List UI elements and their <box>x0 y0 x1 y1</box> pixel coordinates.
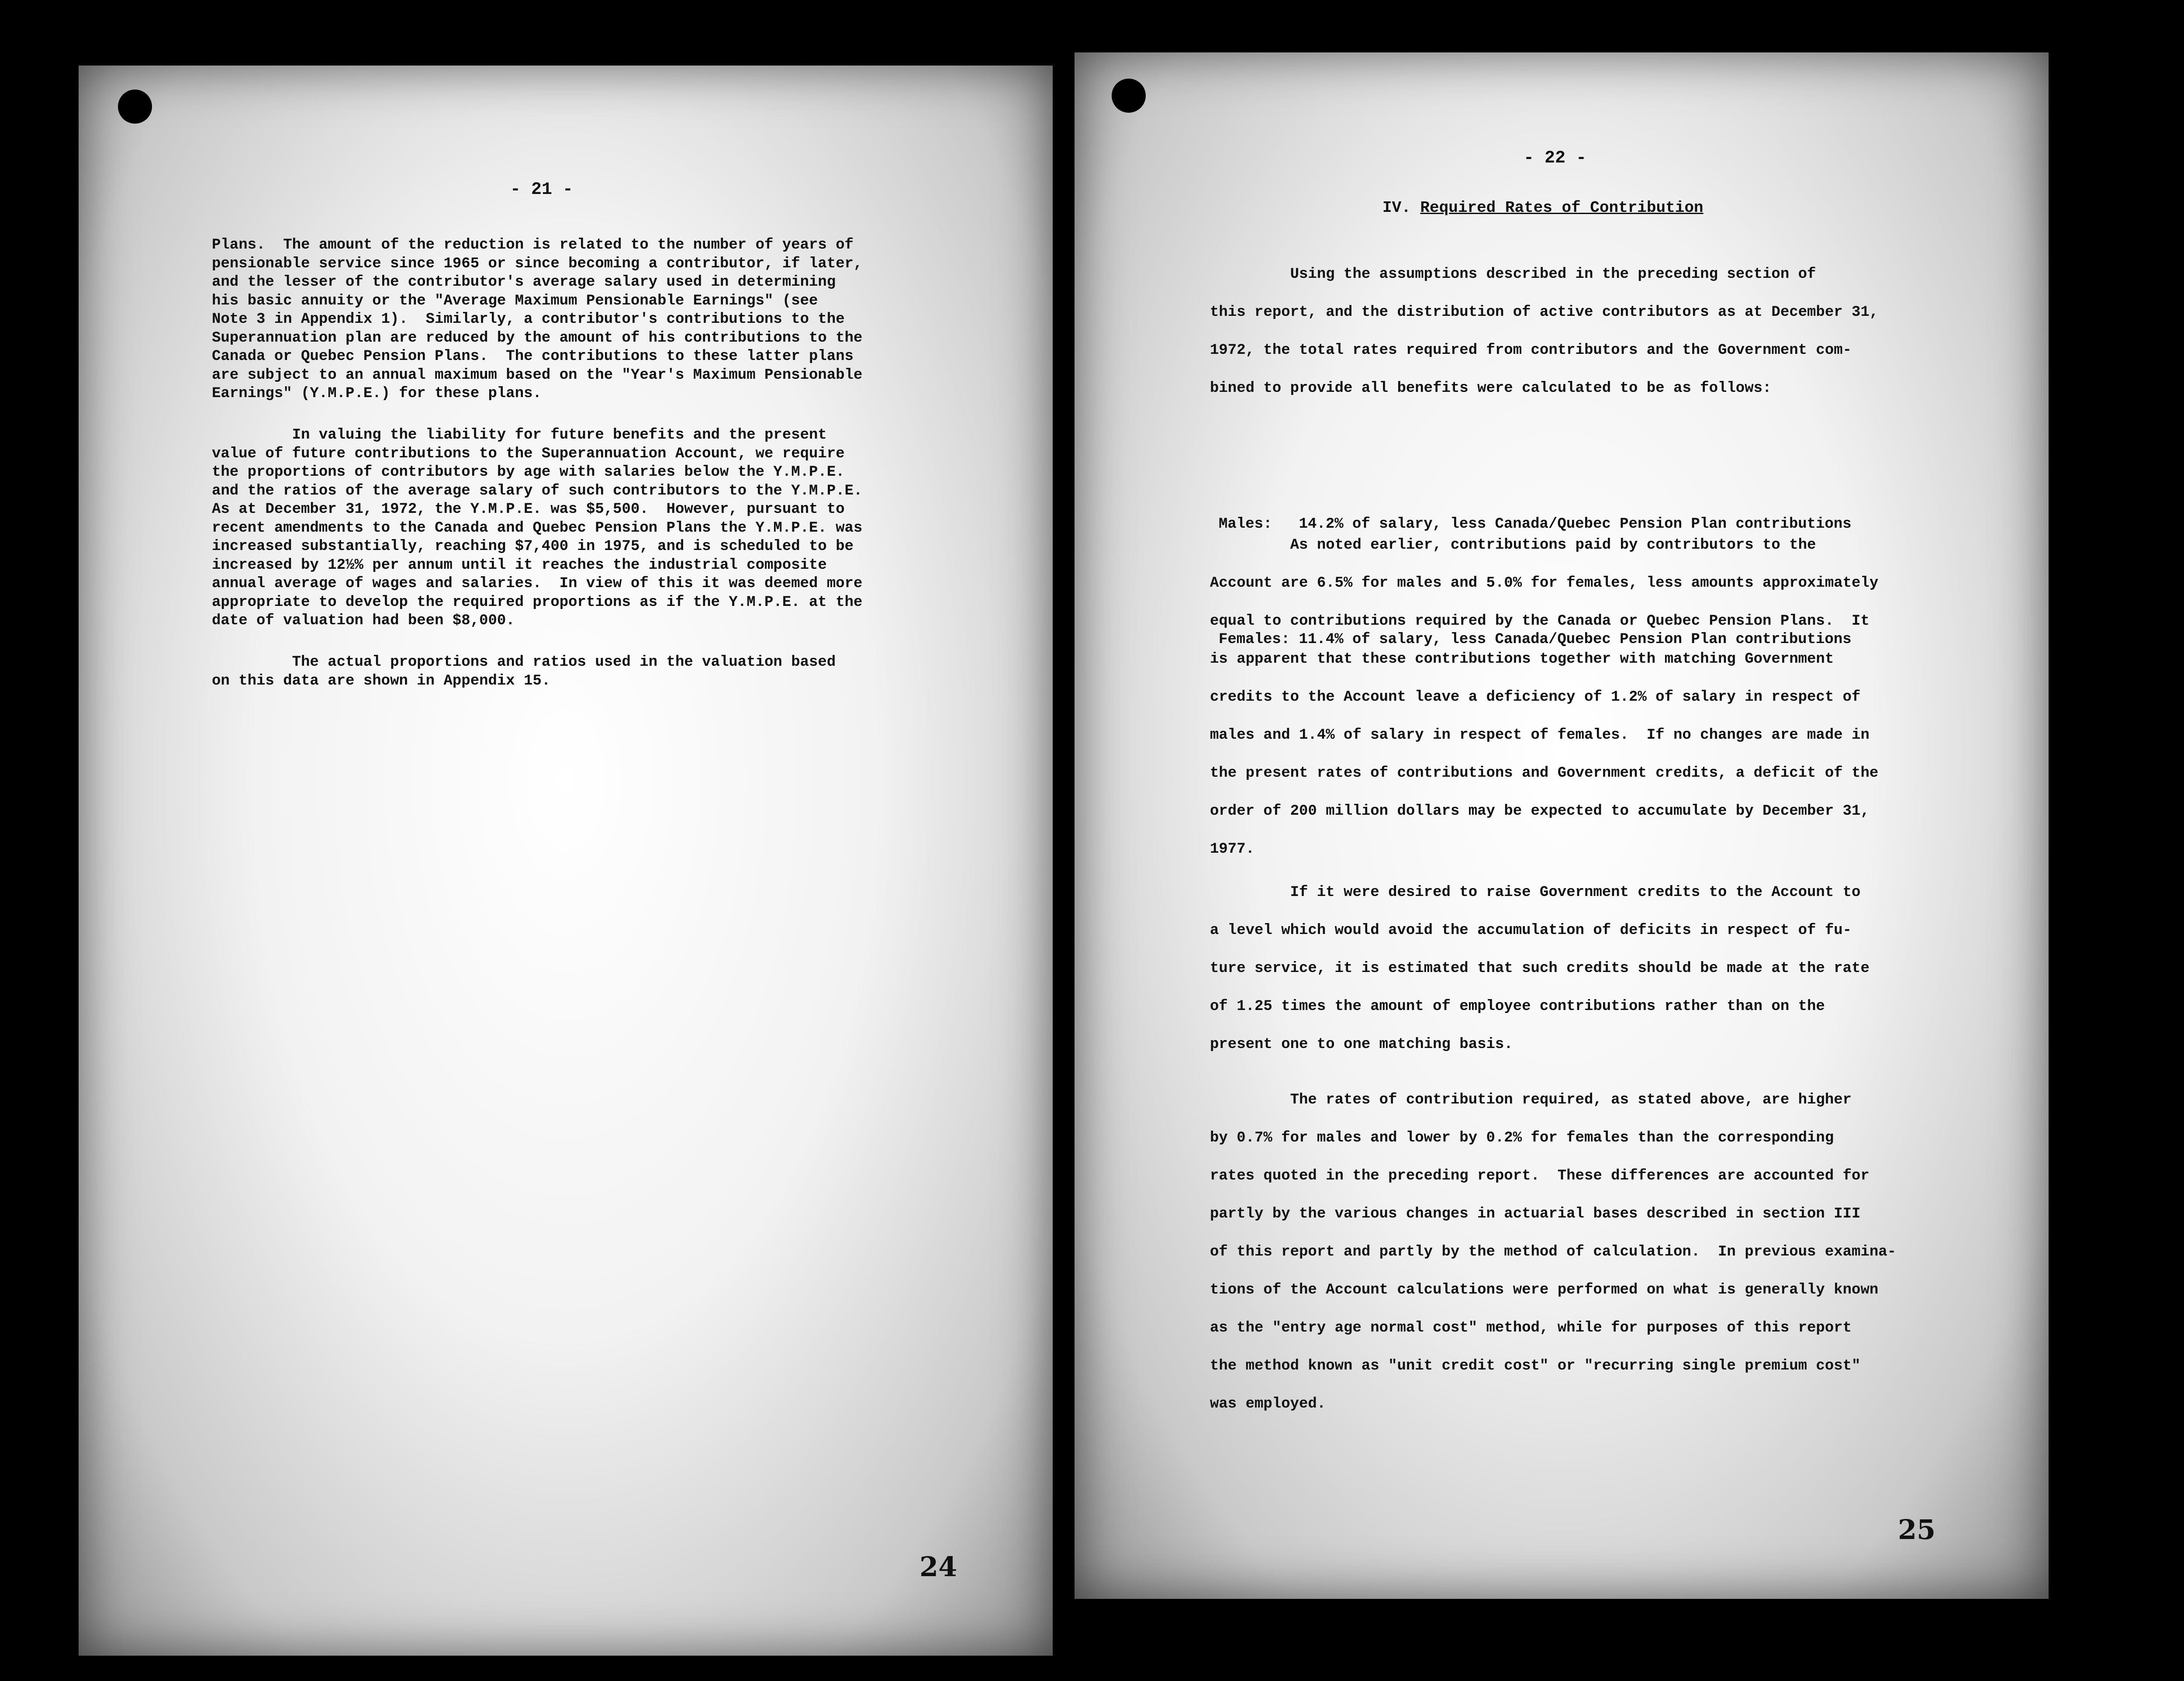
right-page <box>1075 52 2049 1599</box>
paragraph: In valuing the liability for future benefits and the present value of future contributions to the Superannuation Account, we require the proportions of contributors by age with salaries below the Y.M.P.E. and the ratios of the average salary of such contributors to the Y.M.P.E. As at December 31, 1972, the Y.M.P.E. was $5,500. However, pursuant to recent amendments to the Canada and Quebec Pension Plans the Y.M.P.E. was increased substantially, reaching $7,400 in 1975, and is scheduled to be increased by 12½% per annum until it reaches the industrial composite annual average of wages and salaries. In view of this it was deemed more appropriate to develop the required proportions as if the Y.M.P.E. at the date of valuation had been $8,000. <box>212 427 863 629</box>
page-number: - 22 - <box>1523 149 1587 168</box>
paragraph: Using the assumptions described in the preceding section of this report, and the distribution of active contributors as at December 31, 1972, the total rates required from contributors and the Government com- bined to provide all benefits were calculated to be as follows: <box>1210 266 1879 397</box>
paragraph: As noted earlier, contributions paid by contributors to the Account are 6.5% for males and 5.0% for females, less amounts approximately equal to contributions required by the Canada or Quebec Pension Plans. It is apparent that these contributions together with matching Government credits to the Account leave a deficiency of 1.2% of salary in respect of males and 1.4% of salary in respect of females. If no changes are made in the present rates of contributions and Government credits, a deficit of the order of 200 million dollars may be expected to accumulate by December 31, 1977. <box>1210 537 1879 858</box>
section-title: Required Rates of Contribution <box>1420 199 1704 217</box>
handwritten-page-number: 24 <box>919 1551 957 1583</box>
handwritten-page-number: 25 <box>1898 1514 1936 1546</box>
rate-females: Females: 11.4% of salary, less Canada/Quebec Pension Plan contributions <box>1219 631 1852 648</box>
punch-hole <box>1112 79 1146 113</box>
paragraph: If it were desired to raise Government credits to the Account to a level which would avoid the accumulation of deficits in respect of fu- ture service, it is estimated that such credits should be made at the rate of 1.25 times the amount of employee contributions rather than on the present one to one matching basis. <box>1210 884 1870 1053</box>
paragraph: The rates of contribution required, as stated above, are higher by 0.7% for males and lower by 0.2% for females than the corresponding rates quoted in the preceding report. These differences are accounted for partly by the various changes in actuarial bases described in section III of this report and partly by the method of calculation. In previous examina- tions of the Account calculations were performed on what is generally known as the "entry age normal cost" method, while for purposes of this report the method known as "unit credit cost" or "recurring single premium cost" was employed. <box>1210 1092 1897 1412</box>
punch-hole <box>118 90 152 124</box>
left-page <box>79 66 1053 1656</box>
section-heading <box>1382 199 1704 217</box>
page-number: - 21 - <box>510 180 574 200</box>
rate-males: Males: 14.2% of salary, less Canada/Quebec Pension Plan contributions <box>1219 516 1852 533</box>
paragraph: Plans. The amount of the reduction is related to the number of years of pensionable service since 1965 or since becoming a contributor, if later, and the lesser of the contributor's average salary used in determining his basic annuity or the "Average Maximum Pensionable Earnings" (see Note 3 in Appendix 1). Similarly, a contributor's contributions to the Superannuation plan are reduced by the amount of his contributions to the Canada or Quebec Pension Plans. The contributions to these latter plans are subject to an annual maximum based on the "Year's Maximum Pensionable Earnings" (Y.M.P.E.) for these plans. <box>212 237 863 402</box>
section-number: IV. <box>1382 199 1411 217</box>
paragraph: The actual proportions and ratios used in the valuation based on this data are shown in Appendix 15. <box>212 654 836 689</box>
